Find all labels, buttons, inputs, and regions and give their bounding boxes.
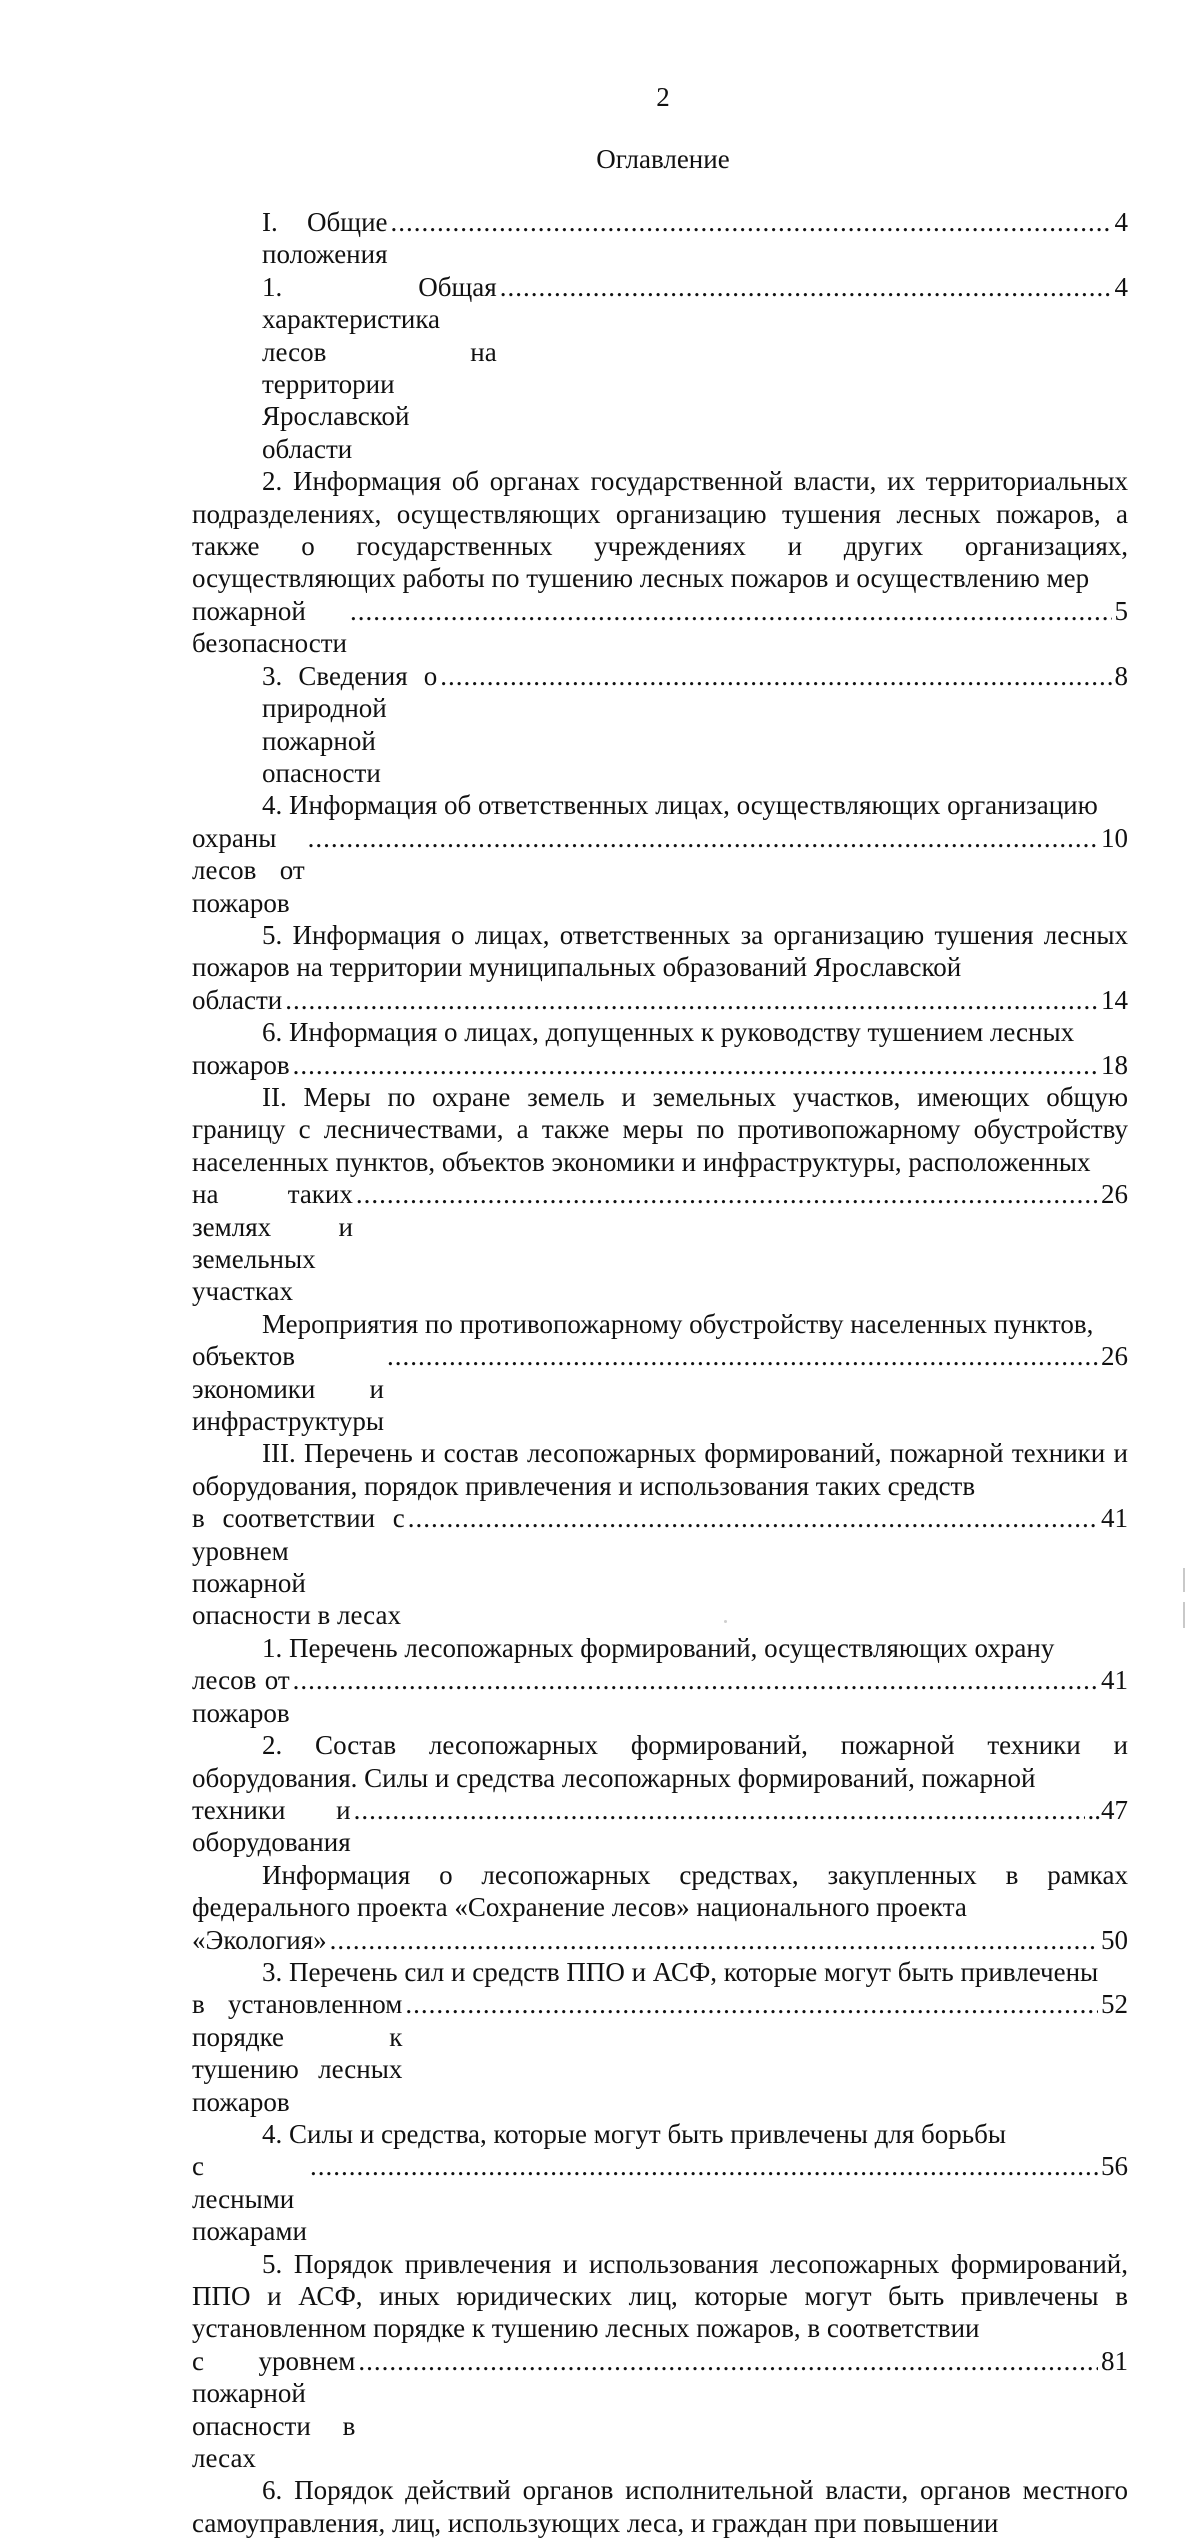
toc-page-number: 56 [1101, 2151, 1128, 2182]
dotted-leader [387, 1340, 1098, 1372]
toc-entry [192, 1956, 1128, 2118]
toc-entry [192, 1016, 1128, 1081]
dotted-leader [293, 1664, 1098, 1696]
toc-page-number: 18 [1101, 1049, 1128, 1080]
toc-entry-line [192, 1502, 1128, 1632]
toc-entry-line [192, 1049, 1128, 1081]
dotted-leader [408, 1502, 1098, 1534]
toc-entry-title: лесов от пожаров [192, 1665, 290, 1728]
toc-entry [192, 2474, 1128, 2539]
dotted-leader [405, 1988, 1098, 2020]
toc-entry-text: 5. Порядок привлечения и использования лесопожарных формирований, ППО и АСФ, иных юридических лиц, которые могут быть привлечены в установленном порядке к тушению лесных пожаров, в соответствии [192, 2248, 1128, 2344]
table-of-contents [192, 206, 1128, 2539]
toc-entry-text: Информация о лесопожарных средствах, закупленных в рамках федерального проекта «Сохранение лесов» национального проекта [192, 1859, 1128, 1923]
dotted-leader [356, 1178, 1098, 1210]
toc-entry-title: объектов экономики и инфраструктуры [192, 1341, 384, 1437]
toc-entry-text: 6. Порядок действий органов исполнительной власти, органов местного самоуправления, лиц, использующих леса, и граждан при повышении [192, 2475, 1128, 2538]
scan-artifact [1183, 1602, 1185, 1628]
toc-entry [192, 1308, 1128, 1438]
toc-entry [192, 2248, 1128, 2475]
scan-artifact [1183, 1568, 1185, 1592]
toc-page-number: 81 [1101, 2345, 1128, 2376]
toc-entry [192, 1859, 1128, 1956]
toc-entry-line [192, 1924, 1128, 1956]
toc-entry-line [192, 660, 1128, 790]
toc-entry-line [192, 1794, 1128, 1859]
toc-entry-text: III. Перечень и состав лесопожарных формирований, пожарной техники и оборудования, порядок привлечения и использования таких средств [192, 1438, 1128, 1501]
dotted-leader [330, 1924, 1098, 1956]
dotted-leader [358, 2345, 1098, 2377]
toc-entry-title: пожарной безопасности [192, 595, 347, 659]
dotted-leader [350, 595, 1112, 627]
toc-entry [192, 1729, 1128, 1859]
toc-entry-line [192, 2150, 1128, 2247]
toc-entry-text: 1. Перечень лесопожарных формирований, осуществляющих охрану [262, 1632, 1055, 1663]
toc-title: Оглавление [596, 144, 730, 174]
toc-entry [192, 271, 1128, 465]
toc-page-number: 5 [1114, 595, 1128, 626]
toc-entry [192, 206, 1128, 271]
toc-page-number: 26 [1101, 1341, 1128, 1372]
toc-page-number: 26 [1101, 1179, 1128, 1210]
toc-entry [192, 919, 1128, 1016]
toc-entry-line [192, 271, 1128, 465]
toc-entry-line [192, 984, 1128, 1016]
toc-entry-text: 5. Информация о лицах, ответственных за организацию тушения лесных пожаров на территории муниципальных образований Ярославской [192, 919, 1128, 983]
toc-page-number: 41 [1101, 1665, 1128, 1696]
toc-entry-line [192, 206, 1128, 271]
toc-entry-text: 2. Состав лесопожарных формирований, пожарной техники и оборудования. Силы и средства лесопожарных формирований, пожарной [192, 1730, 1128, 1793]
toc-entry [192, 789, 1128, 919]
toc-entry-line [192, 822, 1128, 919]
toc-entry-title: «Экология» [192, 1924, 327, 1955]
toc-entry-title: с уровнем пожарной опасности в лесах [192, 2345, 356, 2474]
toc-entry [192, 660, 1128, 790]
toc-entry-text: 4. Информация об ответственных лицах, осуществляющих организацию [262, 790, 1098, 821]
toc-entry-title: с лесными пожарами [192, 2151, 307, 2247]
toc-entry-title: 3. Сведения о природной пожарной опасности [262, 660, 438, 788]
toc-page-number: 41 [1101, 1503, 1128, 1534]
toc-entry-line [192, 1178, 1128, 1308]
toc-page-number: 14 [1101, 984, 1128, 1015]
toc-page-number: 52 [1101, 1989, 1128, 2020]
toc-entry-line [192, 1340, 1128, 1437]
toc-entry-text: Мероприятия по противопожарному обустройству населенных пунктов, [262, 1308, 1094, 1339]
scan-speck [724, 1620, 727, 1623]
toc-page-number: ..47 [1087, 1794, 1128, 1825]
toc-entry-line [192, 595, 1128, 660]
dotted-leader [354, 1794, 1085, 1826]
toc-entry-title: 1. Общая характеристика лесов на территории Ярославской области [262, 271, 497, 464]
dotted-leader [391, 206, 1112, 238]
dotted-leader [293, 1049, 1098, 1081]
toc-entry-line [192, 2345, 1128, 2475]
dotted-leader [308, 822, 1098, 854]
toc-entry-text: 4. Силы и средства, которые могут быть привлечены для борьбы [262, 2118, 1006, 2149]
dotted-leader [500, 271, 1112, 303]
toc-entry [192, 1437, 1128, 1631]
toc-entry-title: техники и оборудования [192, 1794, 351, 1858]
toc-entry-title: на таких землях и земельных участках [192, 1179, 353, 1307]
toc-page-number: 4 [1114, 207, 1128, 237]
toc-entry [192, 2118, 1128, 2248]
toc-entry-line [192, 1988, 1128, 2118]
toc-entry [192, 465, 1128, 659]
toc-entry [192, 1632, 1128, 1729]
dotted-leader [310, 2150, 1098, 2182]
toc-page-number: 50 [1101, 1924, 1128, 1955]
page-number: 2 [656, 82, 670, 112]
toc-entry-text: 6. Информация о лицах, допущенных к руководству тушением лесных [262, 1017, 1075, 1048]
toc-entry-title: в установленном порядке к тушению лесных пожаров [192, 1989, 403, 2117]
dotted-leader [440, 660, 1111, 692]
toc-entry-title: пожаров [192, 1049, 290, 1080]
toc-entry-title: охраны лесов от пожаров [192, 822, 305, 918]
toc-entry-title: области [192, 984, 283, 1015]
toc-page-number: 4 [1114, 271, 1128, 302]
toc-entry-text: II. Меры по охране земель и земельных участков, имеющих общую границу с лесничествами, а также меры по противопожарному обустройству населенных пунктов, объектов экономики и инфраструктуры, расположенных [192, 1081, 1128, 1177]
toc-entry-text: 3. Перечень сил и средств ППО и АСФ, которые могут быть привлечены [262, 1956, 1099, 1987]
toc-entry-title: в соответствии с уровнем пожарной опасности в лесах [192, 1503, 405, 1631]
toc-page-number: 10 [1101, 822, 1128, 853]
dotted-leader [285, 984, 1098, 1016]
toc-entry-title: I. Общие положения [262, 207, 388, 270]
toc-page-number: 8 [1114, 660, 1128, 691]
toc-entry [192, 1081, 1128, 1308]
toc-entry-text: 2. Информация об органах государственной власти, их территориальных подразделениях, осуществляющих организацию тушения лесных пожаров, а также о государственных учреждениях и других организациях, осуществляющих работы по тушению лесных пожаров и осуществлению мер [192, 466, 1128, 594]
